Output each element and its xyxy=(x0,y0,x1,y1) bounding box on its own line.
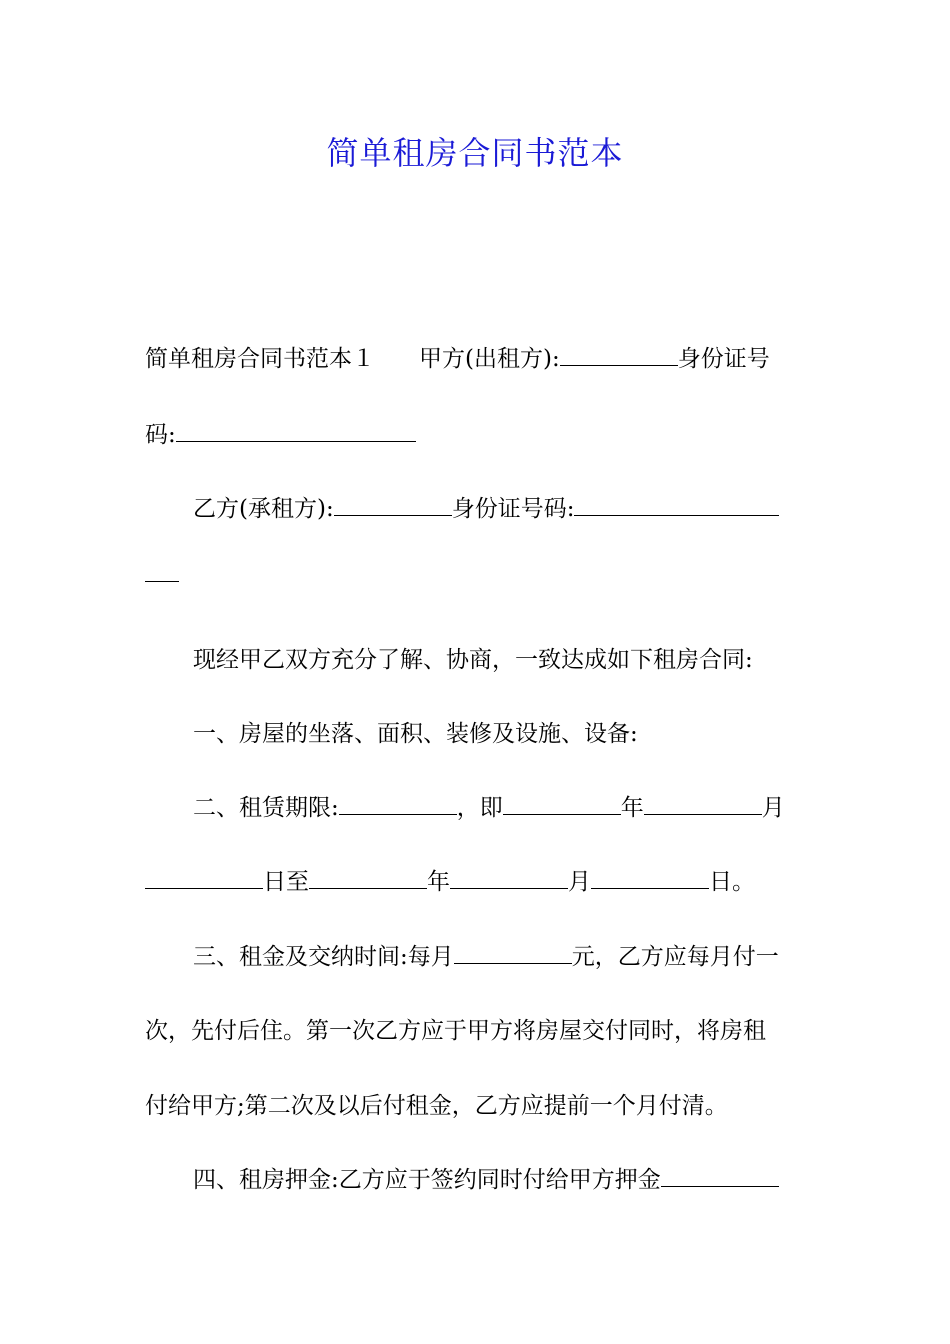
clause-2-ie: ，即 xyxy=(456,795,503,821)
clause-3-cont-text-2: 付给甲方;第二次及以后付租金，乙方应提前一个月付清。 xyxy=(145,1093,728,1119)
party-b-id-label: 身份证号码: xyxy=(451,496,575,522)
clause-2-year: 年 xyxy=(620,795,644,821)
party-a-name-blank[interactable] xyxy=(560,345,678,366)
party-b-id-blank-cont[interactable] xyxy=(145,561,179,582)
start-day-blank[interactable] xyxy=(145,868,263,889)
end-month-blank[interactable] xyxy=(450,868,568,889)
document-title: 简单租房合同书范本 xyxy=(326,134,624,172)
clause-3-text: 元，乙方应每月付一 xyxy=(571,944,779,970)
clause-3-label: 三、租金及交纳时间:每月 xyxy=(193,944,454,970)
deposit-blank[interactable] xyxy=(661,1166,779,1187)
party-a-id-blank[interactable] xyxy=(176,421,416,442)
clause-2-end-day: 日。 xyxy=(709,869,755,895)
id-number-label: 身份证号 xyxy=(677,346,770,372)
party-b-label: 乙方(承租方): xyxy=(193,496,334,522)
lease-term-blank[interactable] xyxy=(339,794,457,815)
intro-line xyxy=(193,645,807,675)
start-month-blank[interactable] xyxy=(644,794,762,815)
clause-3-cont-line-2 xyxy=(145,1091,807,1121)
start-year-blank[interactable] xyxy=(503,794,621,815)
monthly-rent-blank[interactable] xyxy=(454,943,572,964)
clause-3-cont-text-1: 次，先付后住。第一次乙方应于甲方将房屋交付同时，将房租 xyxy=(145,1018,766,1044)
clause-2-end-month: 月 xyxy=(568,869,591,895)
clause-4-line xyxy=(193,1165,807,1195)
contract-subtitle: 简单租房合同书范本１ xyxy=(145,346,375,372)
clause-2-end-year: 年 xyxy=(427,869,450,895)
party-a-line xyxy=(145,344,807,374)
party-b-name-blank[interactable] xyxy=(334,495,452,516)
party-b-line xyxy=(193,494,807,524)
clause-2-to: 日至 xyxy=(263,869,309,895)
clause-1-line xyxy=(193,719,807,749)
party-b-id-cont-line xyxy=(145,560,807,590)
id-number-label-cont: 码: xyxy=(145,422,176,448)
end-day-blank[interactable] xyxy=(591,868,709,889)
clause-2-line xyxy=(193,793,807,823)
party-b-id-blank[interactable] xyxy=(574,495,779,516)
clause-3-line xyxy=(193,942,807,972)
clause-3-cont-line-1 xyxy=(145,1016,807,1046)
clause-2-label: 二、租赁期限: xyxy=(193,795,339,821)
clause-1-text: 一、房屋的坐落、面积、装修及设施、设备: xyxy=(193,721,638,747)
intro-text: 现经甲乙双方充分了解、协商，一致达成如下租房合同: xyxy=(193,647,753,673)
clause-2-cont-line xyxy=(145,867,807,897)
party-a-label: 甲方(出租方): xyxy=(419,346,560,372)
clause-4-text: 四、租房押金:乙方应于签约同时付给甲方押金 xyxy=(193,1167,661,1193)
clause-2-month: 月 xyxy=(761,795,785,821)
end-year-blank[interactable] xyxy=(309,868,427,889)
party-a-id-line xyxy=(145,420,807,450)
